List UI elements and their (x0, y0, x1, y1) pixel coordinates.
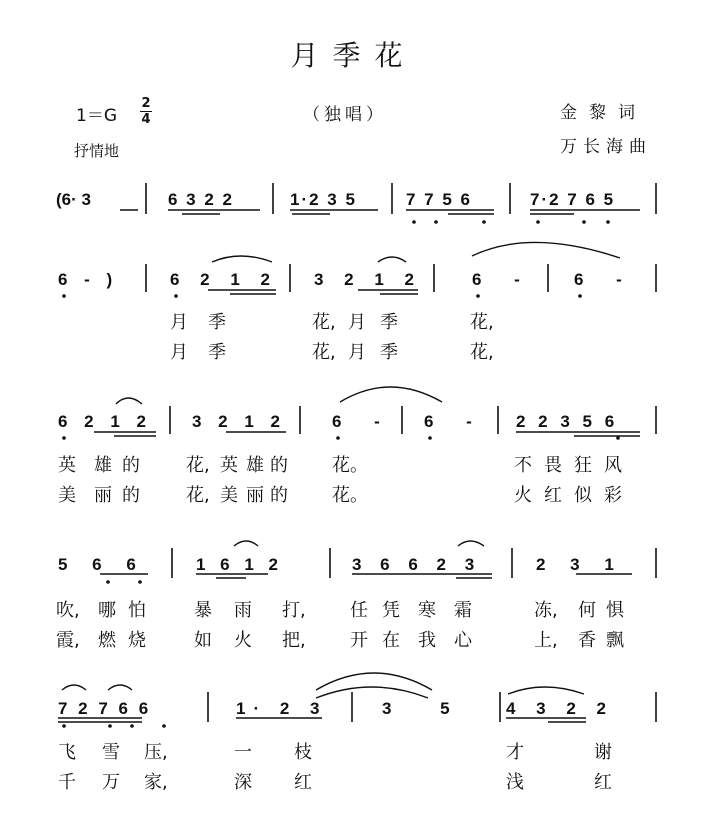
measure: 1 6 1 2 (196, 555, 283, 574)
lyric: 开 (350, 630, 368, 651)
lyric: 不 (514, 455, 532, 476)
lyric: 凭 (382, 600, 400, 621)
lyric: 寒 (418, 600, 436, 621)
measure: 7·2 7 6 5 (530, 190, 616, 209)
lyric: 狂 (574, 455, 592, 476)
measure: (6· 3 (56, 190, 91, 209)
lyric: 上, (534, 630, 558, 651)
lyric: 花。 (332, 455, 368, 476)
lyric: 季 (380, 342, 398, 363)
measure: 7 7 5 6 (406, 190, 472, 209)
lyric: 压, (144, 742, 168, 763)
lyric: 暴 (194, 600, 212, 621)
lyric: 美 (58, 485, 76, 506)
lyric: 风 (604, 455, 622, 476)
lyric: 的 (270, 455, 288, 476)
lyric: 深 (234, 772, 252, 793)
measure: 1·2 3 5 (290, 190, 357, 209)
measure: 2 2 3 5 6 (516, 412, 619, 431)
lyric: 英 (58, 455, 76, 476)
lyric: 霜 (454, 600, 472, 621)
lyric: 打, (282, 600, 306, 621)
lyric: 花, (470, 312, 494, 333)
lyric: 英 (220, 455, 238, 476)
measure: 6 3 2 2 (168, 190, 234, 209)
lyric: 冻, (534, 600, 558, 621)
lyric: 任 (350, 600, 368, 621)
lyric: 花, (470, 342, 494, 363)
lyric: 雨 (234, 600, 252, 621)
measure: 7 2 7 6 6 (58, 699, 152, 718)
lyric: 千 (58, 772, 76, 793)
measure: 6 - (574, 270, 636, 289)
lyric: 烧 (128, 630, 146, 651)
lyric: 丽 (246, 485, 264, 506)
tempo-mood: 抒情地 (74, 142, 120, 160)
lyric: 月 (170, 342, 188, 363)
lyric: 惧 (606, 600, 624, 621)
measure: 3 5 (382, 699, 472, 718)
lyric: 霞, (56, 630, 80, 651)
lyric: 在 (382, 630, 400, 651)
measure: 6 - ) (58, 270, 119, 289)
measure: 6 - (332, 412, 394, 431)
lyric: 雄 (246, 455, 264, 476)
lyric: 把, (282, 630, 306, 651)
time-top: 2 (141, 96, 151, 111)
lyric: 吹, (56, 600, 80, 621)
measure: 6 - (472, 270, 534, 289)
time-bottom: 4 (141, 112, 151, 127)
measure: 4 3 2 2 (506, 699, 614, 718)
lyric: 雄 (94, 455, 112, 476)
lyric: 畏 (544, 455, 562, 476)
lyric: 似 (574, 485, 592, 506)
song-title: 月季花 (290, 39, 417, 72)
lyric: 月 (348, 312, 366, 333)
lyricist-credit: 金黎词 (560, 103, 647, 123)
lyric: 花, (312, 342, 336, 363)
lyric: 枝 (294, 742, 312, 763)
lyric: 飞 (58, 742, 76, 763)
lyric: 如 (194, 630, 212, 651)
key-signature: 1＝G (76, 106, 117, 126)
lyric: 谢 (594, 742, 612, 763)
measure: 6 2 1 2 (170, 270, 278, 289)
measure: 3 2 1 2 (192, 412, 286, 431)
measure: 6 2 1 2 (58, 412, 152, 431)
performance-type: （独唱） (303, 105, 387, 125)
lyric: 彩 (604, 485, 622, 506)
lyric: 火 (234, 630, 252, 651)
measure: 3 2 1 2 (314, 270, 422, 289)
lyric: 的 (122, 455, 140, 476)
lyric: 红 (544, 485, 562, 506)
lyric: 花, (186, 455, 210, 476)
lyric: 季 (380, 312, 398, 333)
lyric: 万 (102, 772, 120, 793)
lyric: 红 (294, 772, 312, 793)
lyric: 的 (270, 485, 288, 506)
lyric: 雪 (102, 742, 120, 763)
lyric: 美 (220, 485, 238, 506)
lyric: 哪 (98, 600, 116, 621)
lyric: 的 (122, 485, 140, 506)
lyric: 怕 (128, 600, 146, 621)
lyric: 月 (170, 312, 188, 333)
lyric: 我 (418, 630, 436, 651)
lyric: 季 (208, 342, 226, 363)
measure: 3 6 6 2 3 (352, 555, 482, 574)
lyric: 心 (454, 630, 472, 651)
lyric: 飘 (606, 630, 624, 651)
lyric: 月 (348, 342, 366, 363)
measure: 6 - (424, 412, 486, 431)
lyric: 火 (514, 485, 532, 506)
composer-credit: 万长海曲 (560, 137, 652, 157)
lyric: 家, (144, 772, 168, 793)
lyric: 红 (594, 772, 612, 793)
measure: 5 6 6 (58, 555, 146, 574)
lyric: 浅 (506, 772, 524, 793)
lyric: 花。 (332, 485, 368, 506)
measure: 2 3 1 (536, 555, 624, 574)
lyric: 丽 (94, 485, 112, 506)
lyric: 季 (208, 312, 226, 333)
lyric: 一 (234, 742, 252, 763)
lyric: 香 (578, 630, 596, 651)
lyric: 何 (578, 600, 596, 621)
lyric: 花, (312, 312, 336, 333)
lyric: 花, (186, 485, 210, 506)
lyric: 才 (506, 742, 524, 763)
lyric: 燃 (98, 630, 116, 651)
measure: 1· 2 3 (236, 699, 328, 718)
